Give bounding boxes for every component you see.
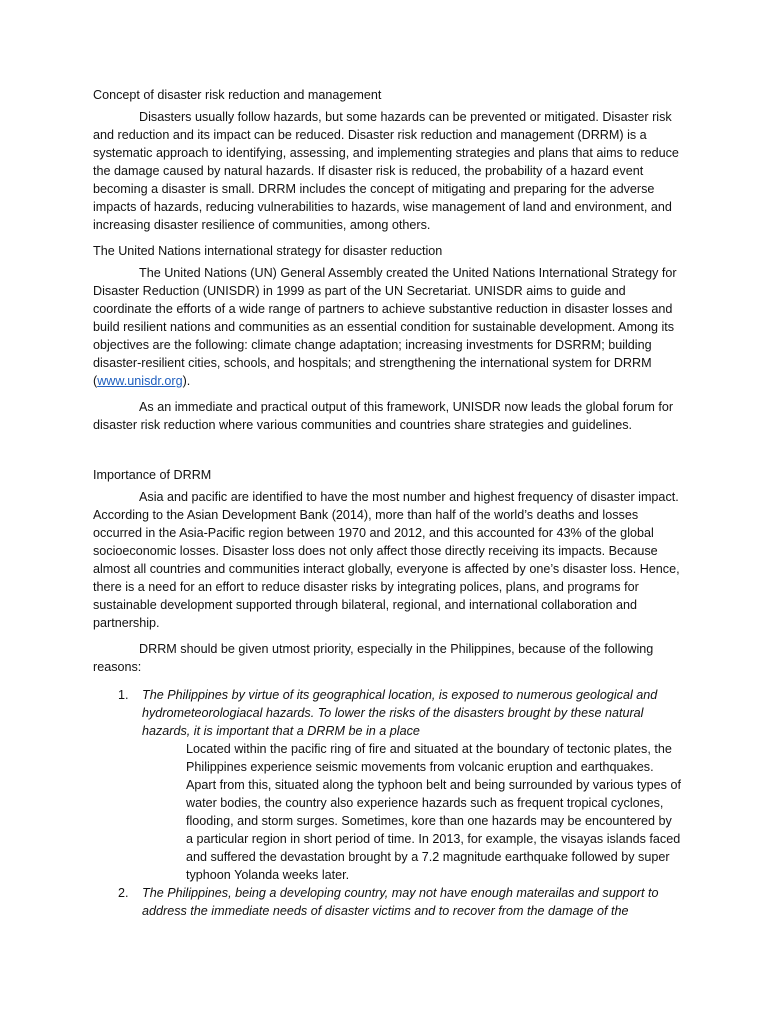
section-heading-importance: Importance of DRRM xyxy=(93,468,212,482)
reason-item xyxy=(93,884,681,920)
reason-title: The Philippines, being a developing country, may not have enough materailas and support to address the immediate needs of disaster victims and to recover from the damage of the xyxy=(142,886,659,918)
section-heading-unisdr: The United Nations international strategy for disaster reduction xyxy=(93,244,443,258)
unisdr-link[interactable]: www.unisdr.org xyxy=(97,374,183,388)
section-heading-concept: Concept of disaster risk reduction and management xyxy=(93,88,382,102)
reason-number: 2. xyxy=(118,886,129,900)
paragraph-unisdr-output: As an immediate and practical output of this framework, UNISDR now leads the global forum for disaster risk reduction where various communities and countries share strategies and guidelines. xyxy=(93,400,674,432)
paragraph-concept: Disasters usually follow hazards, but some hazards can be prevented or mitigated. Disaster risk and reduction and its impact can be reduced. Disaster risk reduction and management (DRRM) is a systematic approach to identifying, assessing, and implementing strategies and plans that aims to reduce the damage caused by natural hazards. If disaster risk is reduced, the probability of a hazard event becoming a disaster is small. DRRM includes the concept of mitigating and preparing for the adverse impacts of hazards, reducing vulnerabilities to hazards, wise management of land and environment, and increasing disaster resilience of communities, among others. xyxy=(93,110,679,232)
reason-item xyxy=(93,686,681,884)
paragraph-unisdr-closing: ). xyxy=(182,374,191,388)
paragraph-unisdr-text: The United Nations (UN) General Assembly created the United Nations International Strategy for Disaster Reduction (UNISDR) in 1999 as part of the UN Secretariat. UNISDR aims to guide and coordinate the efforts of a wide range of partners to achieve substantive reduction in disaster losses and build resilient nations and communities as an essential condition for sustainable development. Among its objectives are the following: climate change adaptation; increasing investments for DSRRM; building disaster-resilient cities, schools, and hospitals; and strengthening the international system for DRRM ( xyxy=(93,266,677,388)
reason-body: Located within the pacific ring of fire and situated at the boundary of tectonic plates, the Philippines experience seismic movements from volcanic eruption and earthquakes. Apart from this, situated along the typhoon belt and being surrounded by various types of water bodies, the country also experience hazards such as frequent tropical cyclones, flooding, and storm surges. Sometimes, kore than one hazards may be encountered by a particular region in short period of time. In 2013, for example, the visayas islands faced and suffered the devastation brought by a 7.2 magnitude earthquake followed by super typhoon Yolanda weeks later. xyxy=(186,742,681,882)
paragraph-priority: DRRM should be given utmost priority, especially in the Philippines, because of the following reasons: xyxy=(93,642,654,674)
paragraph-asia-pacific: Asia and pacific are identified to have the most number and highest frequency of disaster impact. According to the Asian Development Bank (2014), more than half of the world’s deaths and losses occurred in the Asia-Pacific region between 1970 and 2012, and this accounted for 43% of the global socioeconomic losses. Disaster loss does not only affect those directly receiving its impacts. Because almost all countries and communities interact globally, everyone is affected by one’s disaster loss. Hence, there is a need for an effort to reduce disaster risks by integrating polices, plans, and programs for sustainable development supported through bilateral, regional, and international collaboration and partnership. xyxy=(93,490,680,630)
paragraph-unisdr-creation xyxy=(93,264,681,390)
reason-number: 1. xyxy=(118,688,129,702)
reason-title: The Philippines by virtue of its geographical location, is exposed to numerous geological and hydrometeorologiacal hazards. To lower the risks of the disasters brought by these natural hazards, it is important that a DRRM be in a place xyxy=(142,688,658,738)
document-body xyxy=(93,86,681,920)
reasons-list xyxy=(93,686,681,920)
